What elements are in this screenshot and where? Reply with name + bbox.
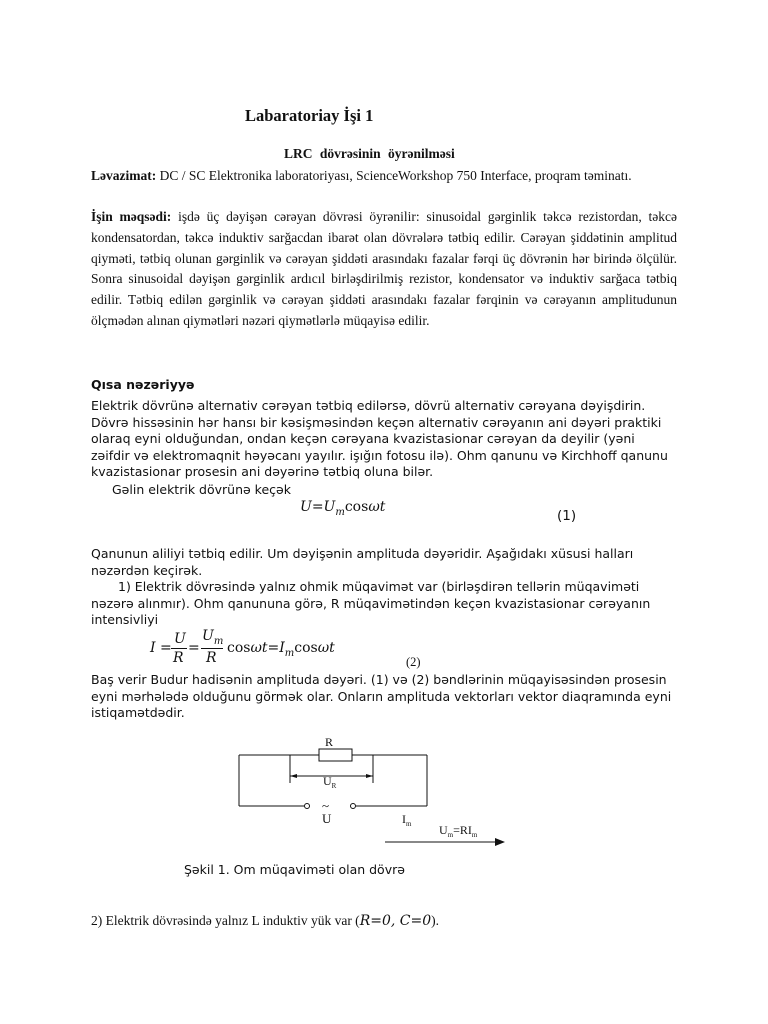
purpose-label: İşin məqsədi: [91, 209, 172, 224]
theory-paragraph-2: Gəlin elektrik dövrünə keçək [112, 482, 291, 497]
source-terminal-left [305, 804, 310, 809]
theory-heading: Qısa nəzəriyyə [91, 377, 195, 392]
theory-paragraph-1: Elektrik dövrünə alternativ cərəyan tətbiq edilərsə, dövrü alternativ cərəyana dəyişdirin. Dövrə hissəsinin hər hansı bir kəsişməsindən keçən alternativ cərəyanın ani dəyəri praktiki olaraq eyni olduğundan, ondan keçən cərəyana kvazistasionar cərəyan da deyilir (yəni zəifdir və elektromaqnit həyəcanı yayılır. işığın fotosu ilə). Ohm qanunu və Kirchhoff qanunu kvazistasionar prosesin ani dəyərinə tətbiq oluna bilər. [91, 398, 668, 480]
equipment-label: Ləvazimat: [91, 168, 157, 183]
circuit-diagram [230, 730, 520, 850]
resistor-symbol [319, 749, 352, 761]
formula-1: $U=U_m\cos\omega t$ [300, 499, 386, 518]
formula-2: I = U R = $U_m$ R $\cos\omega t=I_m\cos\omega t$ [150, 628, 335, 666]
figure-1-caption: Şəkil 1. Om müqaviməti olan dövrə [184, 862, 405, 877]
page-subtitle: LRC dövrəsinin öyrənilməsi [284, 146, 455, 161]
case-2-close: ). [431, 913, 439, 928]
formula-2-number: (2) [406, 655, 421, 669]
case-2-text: 2) Elektrik dövrəsində yalnız L induktiv yük var ( [91, 913, 360, 928]
current-label: $I_m$ [402, 812, 412, 828]
resistor-label: R [325, 735, 334, 749]
theory-paragraph-3: Qanunun aliliyi tətbiq edilir. Um dəyişənin amplituda dəyəridir. Aşağıdakı xüsusi halları nəzərdən keçirək. [91, 546, 634, 578]
equipment-paragraph [91, 166, 677, 187]
formula-1-number: (1) [557, 508, 577, 524]
ur-label: $U_R$ [323, 774, 337, 790]
case-2-line [91, 913, 439, 929]
theory-paragraph-5: Baş verir Budur hadisənin amplituda dəyəri. (1) və (2) bəndlərinin müqayisəsindən prosesin eyni mərhələdə olduğunu görmək olar. Onların amplituda vektorları vektor diaqramında eyni istiqamətdədir. [91, 672, 672, 721]
page-title: Labaratoriay İşi 1 [245, 106, 374, 125]
purpose-paragraph [91, 207, 677, 332]
equipment-text: DC / SC Elektronika laboratoriyası, ScienceWorkshop 750 Interface, proqram təminatı. [156, 168, 632, 183]
vector-label: $U_m=RI_m$ [439, 823, 478, 839]
case-2-formula: R=0, C=0 [359, 913, 432, 929]
source-terminal-right [351, 804, 356, 809]
theory-paragraph-4: 1) Elektrik dövrəsində yalnız ohmik müqavimət var (birləşdirən tellərin müqavimәti nəzərə alınmır). Ohm qanununa görə, R müqavimətindən keçən kvazistasionar cərəyanın intensivliyi [91, 579, 651, 628]
source-label: U [322, 811, 332, 826]
ac-tilde-icon: ~ [322, 798, 330, 813]
purpose-text: işdə üç dəyişən cərəyan dövrəsi öyrənilir: sinusoidal gərginlik təkcə rezistordan, təkcə kondensatordan, təkcə induktiv sarğacdan ibarət olan dövrələrə tətbiq edilir. Cərəyan şiddətinin amplitud qiyməti, tətbiq olunan gərginlik və cərəyan şiddəti arasındakı fazalar fərqi üç dövrənin hər birində ölçülür. Sonra sinusoidal dəyişən gərginlik ardıcıl birləşdirilmiş rezistor, kondensator və induktiv sarğaca tətbiq edilir. Tətbiq edilən gərginlik və cərəyan şiddəti arasındakı fazalar fərqinin və cərəyanın amplitudunun ölçmədən alınan qiymətləri nəzəri qiymətlərlə müqayisə edilir. [91, 209, 678, 328]
